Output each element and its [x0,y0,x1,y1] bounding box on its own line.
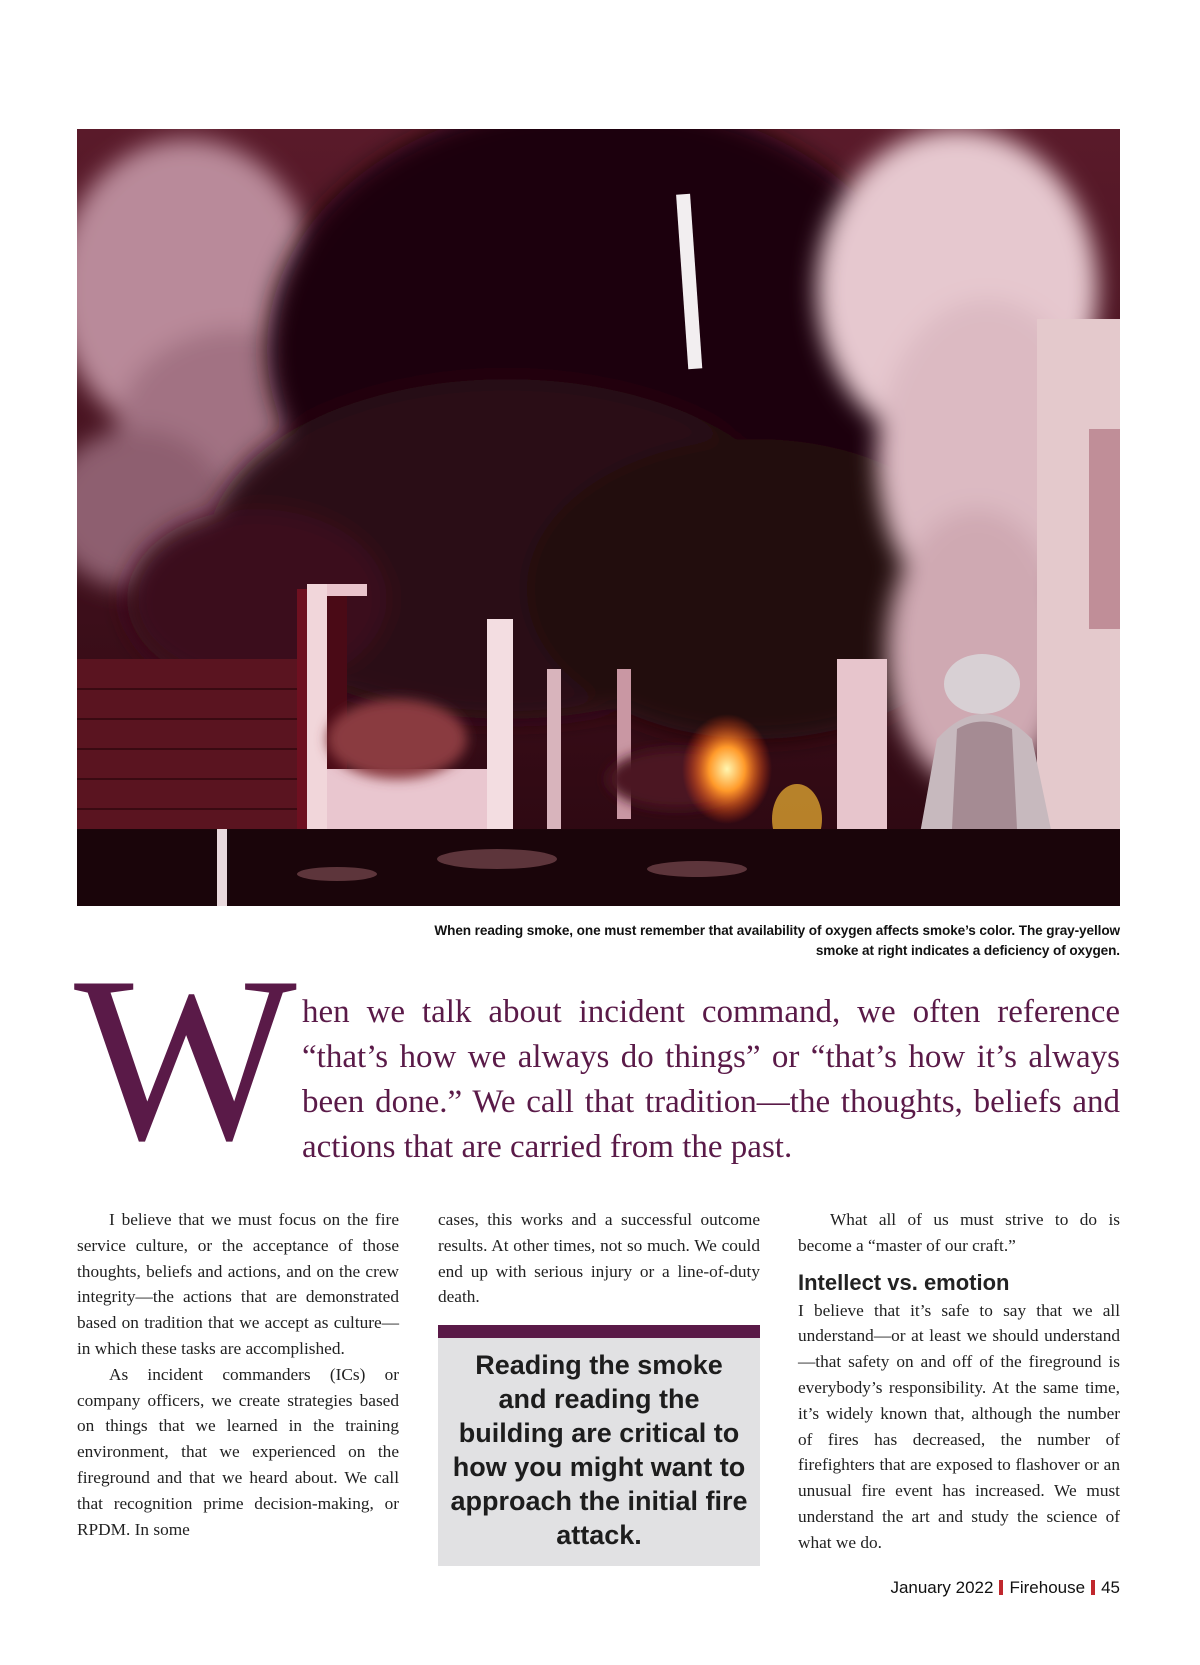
folio-magazine: Firehouse [1009,1578,1086,1597]
body-paragraph: I believe that it’s safe to say that we all understand—or at least we should understand—that safety on and off of the fireground is everybody’s responsibility. At the same time, it’s widely known that, although the number of fires has decreased, the number of firefighters that are exposed to flashover or an unusual fire event has increased. We must understand the art and study the science of what we do. [798,1300,1120,1552]
body-paragraph: What all of us must strive to do is become a “master of our craft.” [798,1210,1120,1255]
body-paragraph: As incident commanders (ICs) or company officers, we create strategies based on things that we learned in the training environment, that we experienced on the fireground and that we heard about. We call that recognition prime decision-making, or RPDM. In some [77,1364,399,1539]
folio-date: January 2022 [890,1578,994,1597]
folio-page-number: 45 [1101,1578,1120,1597]
photo-caption: When reading smoke, one must remember that availability of oxygen affects smoke’s color. The gray-yellow smoke at right indicates a deficiency of oxygen. [434,923,1120,958]
folio-separator [999,1580,1003,1595]
section-subhead: Intellect vs. emotion [798,1269,1010,1295]
pull-quote: Reading the smoke and reading the building are critical to how you might want to approach the initial fire attack. [438,1325,760,1566]
fire-scene-photo [77,129,1120,906]
folio-separator [1091,1580,1095,1595]
page-folio [890,1578,1120,1598]
body-paragraph: cases, this works and a successful outcome results. At other times, not so much. We could end up with serious injury or a line-of-duty death. [438,1210,760,1307]
column-3 [798,1207,1120,1556]
column-2 [438,1207,760,1566]
lede-paragraph: hen we talk about incident command, we often reference “that’s how we always do things” or “that’s how it’s always been done.” We call that tradition—the thoughts, beliefs and actions that are carried from the past. [302,994,1120,1165]
column-1 [77,1207,399,1542]
body-paragraph: I believe that we must focus on the fire service culture, or the acceptance of those thoughts, beliefs and actions, and on the crew integrity—the actions that are demonstrated based on tradition that we accept as culture—in which these tasks are accomplished. [77,1210,399,1358]
drop-cap: W [74,929,297,1190]
fire-scene-illustration [77,129,1120,906]
